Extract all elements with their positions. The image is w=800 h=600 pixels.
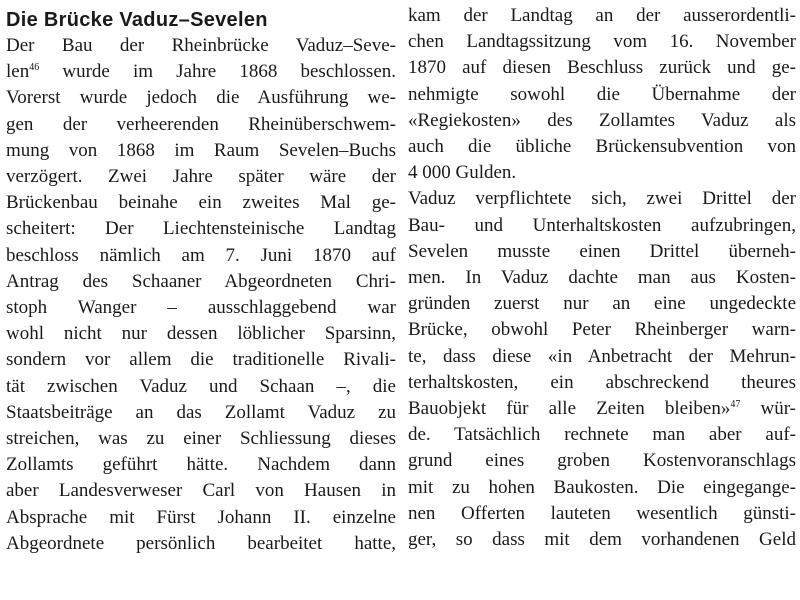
text-line: scheitert: Der Liechtensteinische Landtag — [6, 218, 396, 240]
text-line: Bau- und Unterhaltskosten aufzubringen, — [408, 214, 796, 236]
text-line: tät zwischen Vaduz und Schaan –, die — [6, 375, 396, 397]
text-line: streichen, was zu einer Schliessung dieses — [6, 428, 396, 449]
text-line: «Regiekosten» des Zollamtes Vaduz als — [408, 109, 796, 131]
text-line: Absprache mit Fürst Johann II. einzelne — [6, 506, 396, 528]
text-line: men. In Vaduz dachte man aus Kosten- — [408, 267, 796, 288]
text-line: Brücke, obwohl Peter Rheinberger warn- — [408, 319, 796, 341]
text-line: nen Offerten lauteten wesentlich günsti- — [408, 502, 796, 524]
text-line: Der Bau der Rheinbrücke Vaduz–Seve- — [6, 35, 396, 56]
text-line: Vorerst wurde jedoch die Ausführung we- — [6, 87, 396, 109]
text-line: nehmigte sowohl die Übernahme der — [408, 83, 796, 105]
text-line: gen der verheerenden Rheinüberschwem- — [6, 113, 396, 135]
text-line: Brückenbau beinahe ein zweites Mal ge- — [6, 192, 396, 214]
text-line: sondern vor allem die traditionelle Rivali- — [6, 349, 396, 371]
text-line: beschloss nämlich am 7. Juni 1870 auf — [6, 244, 396, 266]
text-line: Antrag des Schaaner Abgeordneten Chri- — [6, 270, 396, 292]
text-line: len$^{46}$ wurde im Jahre 1868 beschlossen. — [6, 61, 396, 83]
article-heading: Die Brücke Vaduz–Sevelen — [6, 9, 268, 31]
text-line: Abgeordnete persönlich bearbeitet hatte, — [6, 532, 396, 554]
text-line: Zollamts geführt hätte. Nachdem dann — [6, 454, 396, 476]
text-line: 4 000 Gulden. — [408, 162, 517, 184]
text-line: ger, so dass mit dem vorhandenen Geld — [408, 529, 796, 550]
text-line: Bauobjekt für alle Zeiten bleiben»$^{47}$ wür- — [408, 398, 796, 419]
text-line: gründen zuerst nur an eine ungedeckte — [408, 293, 796, 315]
text-line: stoph Wanger – ausschlaggebend war — [6, 297, 396, 318]
text-line: 1870 auf diesen Beschluss zurück und ge- — [408, 57, 796, 79]
text-line: de. Tatsächlich rechnete man aber auf- — [408, 424, 796, 446]
text-line: te, dass diese «in Anbetracht der Mehrun- — [408, 345, 796, 367]
text-line: mit zu hohen Baukosten. Die eingegange- — [408, 476, 796, 498]
text-line: Vaduz verpflichtete sich, zwei Drittel der — [408, 188, 796, 210]
text-line: Staatsbeiträge an das Zollamt Vaduz zu — [6, 401, 396, 423]
text-line: verzögert. Zwei Jahre später wäre der — [6, 166, 396, 187]
text-line: Sevelen musste einen Drittel überneh- — [408, 240, 796, 262]
text-line: aber Landesverweser Carl von Hausen in — [6, 480, 396, 502]
text-line: auch die übliche Brückensubvention von — [408, 136, 796, 157]
text-line: mung von 1868 im Raum Sevelen–Buchs — [6, 139, 396, 161]
text-line: grund eines groben Kostenvoranschlags — [408, 450, 796, 472]
right-column — [408, 0, 796, 600]
text-line: wohl nicht nur dessen löblicher Sparsinn, — [6, 323, 396, 345]
text-line: chen Landtagssitzung vom 16. November — [408, 31, 796, 53]
text-line: terhaltskosten, ein abschreckend theures — [408, 371, 796, 393]
text-line: kam der Landtag an der ausserordentli- — [408, 5, 796, 26]
left-column — [6, 0, 396, 600]
